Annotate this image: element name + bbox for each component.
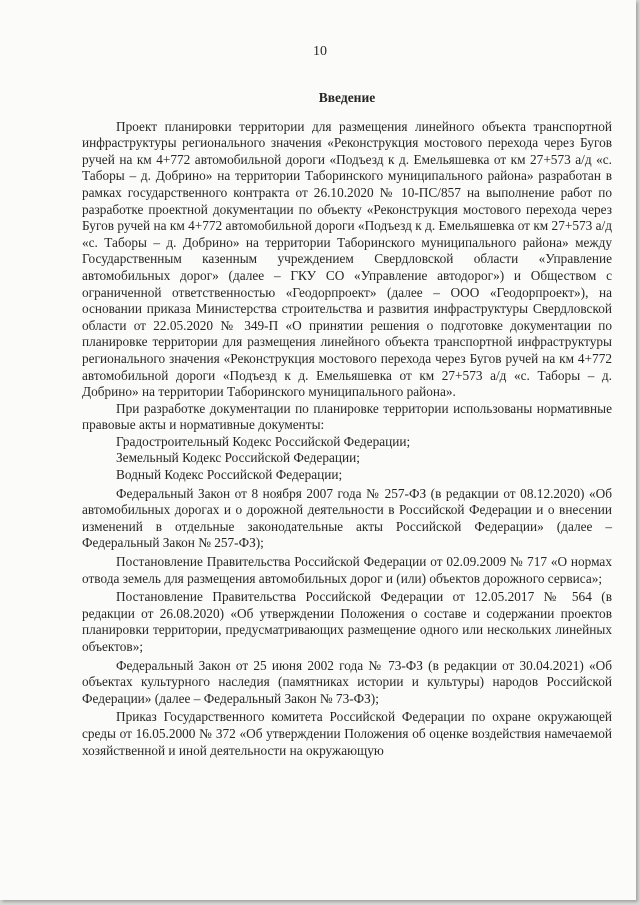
document-body — [82, 90, 612, 759]
page-number: 10 — [313, 44, 327, 59]
list-item-resolution-717: Постановление Правительства Российской Федерации от 02.09.2009 № 717 «О нормах отвода земель для размещения автомобильных дорог и (или) объектов дорожного сервиса»; — [82, 554, 612, 586]
list-item-resolution-564: Постановление Правительства Российской Федерации от 12.05.2017 № 564 (в редакции от 26.08.2020) «Об утверждении Положения о составе и содержании проектов планировки территории, предусматривающих размещение одного или нескольких линейных объектов»; — [82, 589, 612, 654]
section-heading: Введение — [318, 90, 376, 105]
list-item-water-code: Водный Кодекс Российской Федерации; — [116, 467, 343, 483]
list-item-law-257: Федеральный Закон от 8 ноября 2007 года № 257-ФЗ (в редакции от 08.12.2020) «Об автомобильных дорогах и о дорожной деятельности в Российской Федерации и о внесении изменений в отдельные законодательные акты Российской Федерации» (далее – Федеральный Закон № 257-ФЗ); — [82, 485, 612, 551]
list-item-urban-code: Градостроительный Кодекс Российской Федерации; — [116, 433, 411, 449]
list-item-land-code: Земельный Кодекс Российской Федерации; — [116, 450, 360, 466]
paragraph-intro: Проект планировки территории для размещения линейного объекта транспортной инфраструктуры регионального значения «Реконструкция мостового перехода через Бугов ручей на км 4+772 автомобильной дороги «Подъезд к д. Емельяшевка от км 27+573 а/д «с. Таборы – д. Добрино» на территории Таборинского муниципального района» разработан в рамках государственного контракта от 26.10.2020 № 10-ПС/857 на выполнение работ по разработке проектной документации по объекту «Реконструкция мостового перехода через Бугов ручей на км 4+772 автомобильной дороги «Подъезд к д. Емельяшевка от км 27+573 а/д «с. Таборы – д. Добрино» на территории Таборинского муниципального района» между Государственным казенным учреждением Свердловской области «Управление автомобильных дорог» (далее – ГКУ СО «Управление автодорог») и Обществом с ограниченной ответственностью «Геодорпроект» (далее – ООО «Геодорпроект»), на основании приказа Министерства строительства и развития инфраструктуры Свердловской области от 22.05.2020 № 349-П «О принятии решения о подготовке документации по планировке территории для размещения линейного объекта транспортной инфраструктуры регионального значения «Реконструкция мостового перехода через Бугов ручей на км 4+772 автомобильной дороги «Подъезд к д. Емельяшевка от км 27+573 а/д «с. Таборы – д. Добрино» на территории Таборинского муниципального района». — [82, 118, 612, 400]
list-item-law-73: Федеральный Закон от 25 июня 2002 года № 73-ФЗ (в редакции от 30.04.2021) «Об объектах культурного наследия (памятниках истории и культуры) народов Российской Федерации» (далее – Федеральный Закон № 73-ФЗ); — [82, 657, 612, 706]
paragraph-normative-acts: При разработке документации по планировке территории использованы нормативные правовые акты и нормативные документы: — [82, 400, 612, 433]
list-item-order-372: Приказ Государственного комитета Российской Федерации по охране окружающей среды от 16.05.2000 № 372 «Об утверждении Положения об оценке воздействия намечаемой хозяйственной и иной деятельности на окружающую — [82, 709, 612, 758]
